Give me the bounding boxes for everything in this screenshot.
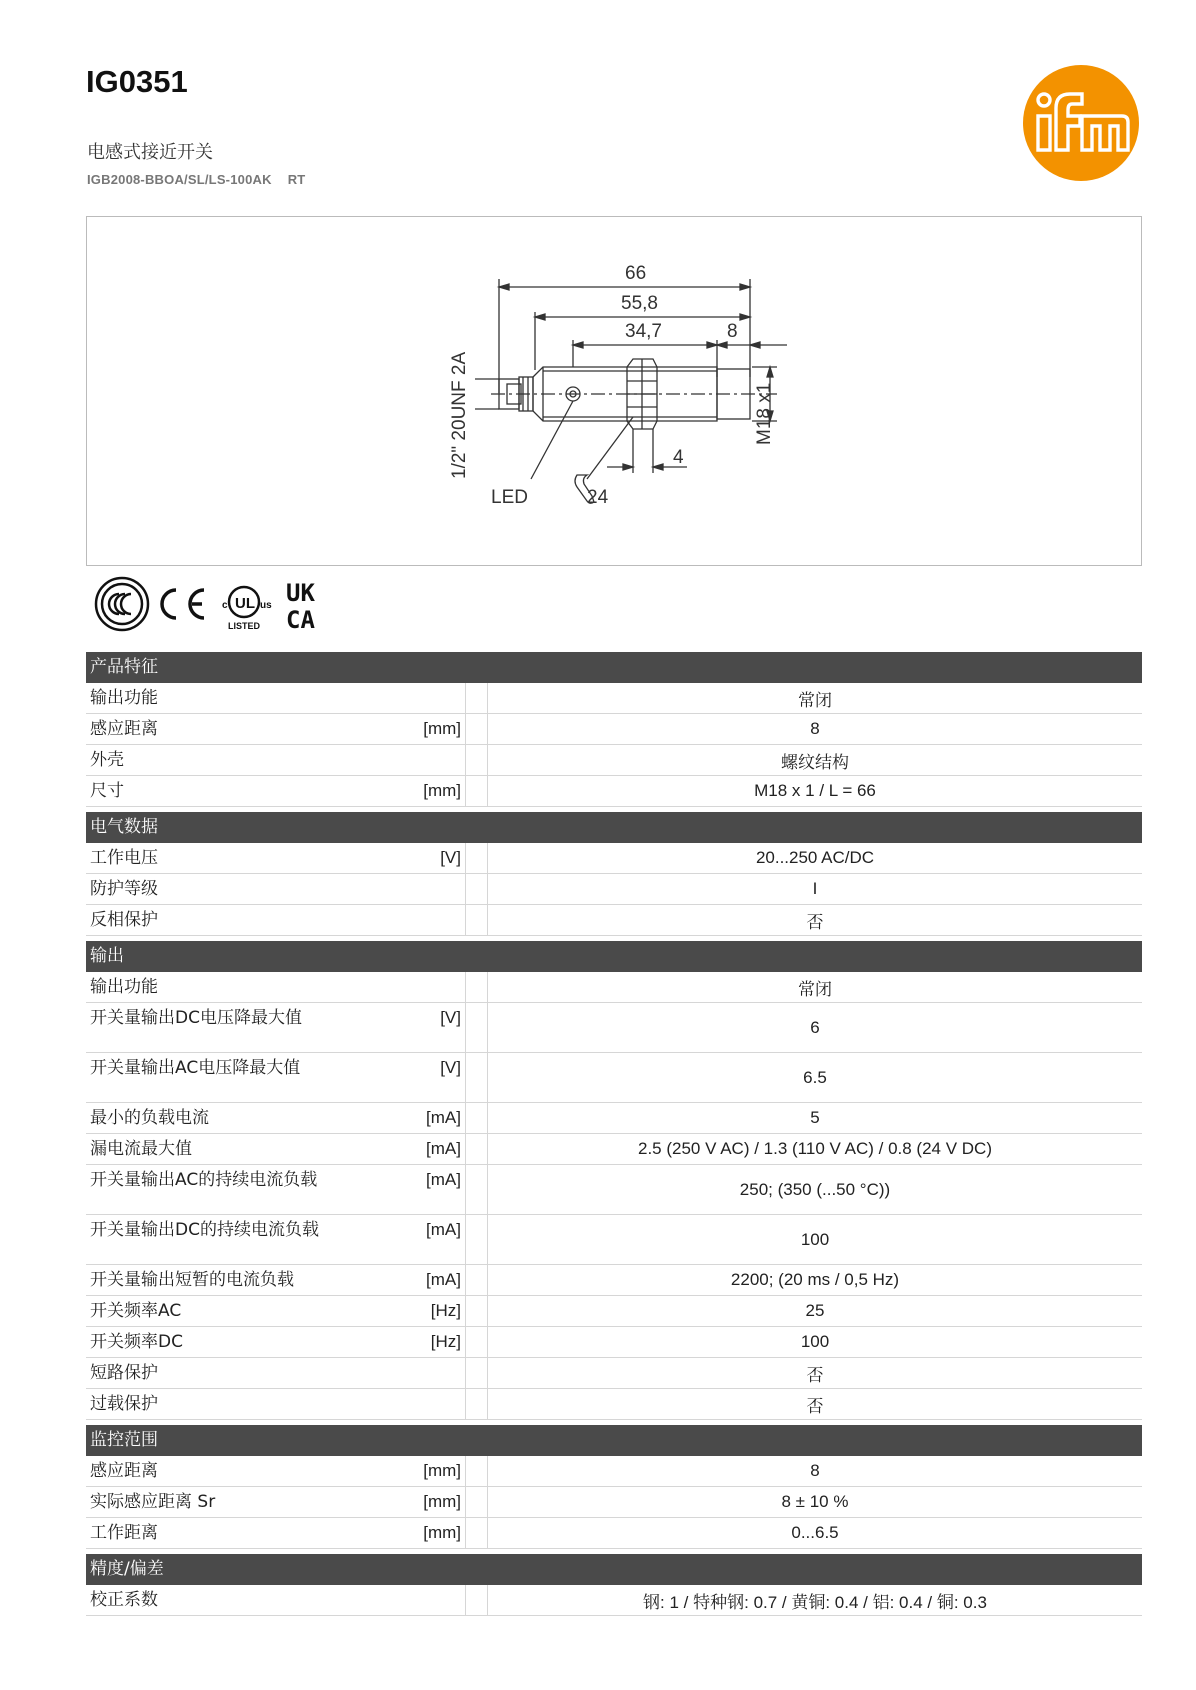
- spec-row: [86, 1456, 1142, 1487]
- ccc-mark: [96, 578, 148, 630]
- section-header: 产品特征: [86, 652, 1142, 683]
- spec-row: [86, 1487, 1142, 1518]
- spec-label: 校正系数: [90, 1590, 158, 1610]
- spec-unit: [mm]: [380, 714, 466, 744]
- spec-value: 否: [487, 1389, 1142, 1419]
- spec-row: [86, 1215, 1142, 1265]
- dim-total: 66: [625, 263, 647, 284]
- spec-label: 开关量输出DC的持续电流负载: [90, 1220, 319, 1240]
- spec-label: 漏电流最大值: [90, 1139, 192, 1159]
- spec-label: 反相保护: [90, 910, 158, 930]
- spec-unit: [380, 905, 466, 935]
- wrench-label: 24: [587, 487, 609, 508]
- spec-label: 开关频率AC: [90, 1301, 182, 1321]
- spec-unit: [mm]: [380, 1518, 466, 1548]
- ukca-ca-text: CA: [286, 606, 315, 634]
- spec-value: 8: [487, 1456, 1142, 1486]
- ul-listed-mark: [222, 587, 272, 631]
- spec-value: 25: [487, 1296, 1142, 1326]
- spec-row: [86, 874, 1142, 905]
- spec-unit: [mm]: [380, 776, 466, 806]
- spec-value: I: [487, 874, 1142, 904]
- spec-row: [86, 1053, 1142, 1103]
- model-suffix: RT: [287, 172, 306, 187]
- spec-value: 0...6.5: [487, 1518, 1142, 1548]
- spec-label: 工作电压: [90, 848, 158, 868]
- spec-label: 感应距离: [90, 1461, 158, 1481]
- spec-value: 100: [487, 1215, 1142, 1264]
- ul-us-text: us: [260, 600, 272, 611]
- product-subtitle: 电感式接近开关: [87, 142, 213, 163]
- spec-row: [86, 1103, 1142, 1134]
- ul-c-text: c: [222, 600, 228, 611]
- dim-thread: 55,8: [621, 293, 658, 314]
- spec-row: [86, 1265, 1142, 1296]
- spec-row: [86, 1585, 1142, 1616]
- spec-value: 250; (350 (...50 °C)): [487, 1165, 1142, 1214]
- spec-label: 工作距离: [90, 1523, 158, 1543]
- spec-unit: [Hz]: [380, 1296, 466, 1326]
- certification-marks: [92, 574, 332, 634]
- spec-unit: [380, 683, 466, 713]
- thread-label: M18 x1: [754, 382, 775, 445]
- spec-unit: [380, 745, 466, 775]
- spec-label: 开关量输出短暂的电流负载: [90, 1270, 294, 1290]
- spec-row: [86, 1358, 1142, 1389]
- spec-row: [86, 1296, 1142, 1327]
- spec-label: 实际感应距离 Sr: [90, 1492, 216, 1512]
- spec-unit: [mA]: [380, 1215, 466, 1264]
- spec-unit: [380, 1585, 466, 1615]
- ul-listed-text: LISTED: [228, 621, 261, 631]
- section-header: 输出: [86, 941, 1142, 972]
- spec-label: 输出功能: [90, 688, 158, 708]
- spec-value: 100: [487, 1327, 1142, 1357]
- spec-row: [86, 745, 1142, 776]
- spec-value: 常闭: [487, 972, 1142, 1002]
- spec-value: 2.5 (250 V AC) / 1.3 (110 V AC) / 0.8 (24 V DC): [487, 1134, 1142, 1164]
- spec-unit: [mA]: [380, 1165, 466, 1214]
- spec-row: [86, 714, 1142, 745]
- spec-unit: [380, 874, 466, 904]
- spec-value: 8: [487, 714, 1142, 744]
- ce-mark: [162, 590, 204, 618]
- dim-nut: 4: [673, 447, 684, 468]
- spec-label: 过载保护: [90, 1394, 158, 1414]
- spec-unit: [380, 1358, 466, 1388]
- spec-label: 开关量输出DC电压降最大值: [90, 1008, 302, 1028]
- spec-unit: [mm]: [380, 1456, 466, 1486]
- led-label: LED: [491, 487, 528, 508]
- spec-value: M18 x 1 / L = 66: [487, 776, 1142, 806]
- spec-value: 5: [487, 1103, 1142, 1133]
- spec-value: 否: [487, 1358, 1142, 1388]
- spec-unit: [mA]: [380, 1265, 466, 1295]
- model-code-text: IGB2008-BBOA/SL/LS-100AK: [87, 172, 272, 187]
- spec-value: 6.5: [487, 1053, 1142, 1102]
- connector-label: 1/2" 20UNF 2A: [449, 351, 470, 479]
- spec-row: [86, 905, 1142, 936]
- ukca-uk-text: UK: [286, 579, 315, 607]
- spec-unit: [V]: [380, 1053, 466, 1102]
- spec-label: 尺寸: [90, 781, 124, 801]
- spec-label: 开关量输出AC的持续电流负载: [90, 1170, 318, 1190]
- ifm-logo: [1022, 64, 1140, 182]
- spec-unit: [380, 972, 466, 1002]
- spec-unit: [V]: [380, 843, 466, 873]
- svg-text:UL: UL: [235, 595, 255, 612]
- spec-unit: [mA]: [380, 1134, 466, 1164]
- spec-label: 开关量输出AC电压降最大值: [90, 1058, 301, 1078]
- product-title: IG0351: [86, 64, 188, 99]
- spec-unit: [mm]: [380, 1487, 466, 1517]
- spec-value: 2200; (20 ms / 0,5 Hz): [487, 1265, 1142, 1295]
- spec-value: 否: [487, 905, 1142, 935]
- spec-unit: [mA]: [380, 1103, 466, 1133]
- dimension-drawing: [86, 216, 1142, 566]
- spec-row: [86, 1518, 1142, 1549]
- sensor-drawing-svg: [87, 217, 1143, 567]
- section-header: 电气数据: [86, 812, 1142, 843]
- spec-label: 短路保护: [90, 1363, 158, 1383]
- spec-unit: [V]: [380, 1003, 466, 1052]
- spec-table: [86, 652, 1142, 1616]
- spec-row: [86, 776, 1142, 807]
- model-code: [87, 172, 305, 187]
- spec-row: [86, 1003, 1142, 1053]
- spec-value: 常闭: [487, 683, 1142, 713]
- spec-row: [86, 683, 1142, 714]
- spec-row: [86, 972, 1142, 1003]
- spec-label: 最小的负载电流: [90, 1108, 209, 1128]
- spec-row: [86, 1165, 1142, 1215]
- section-header: 精度/偏差: [86, 1554, 1142, 1585]
- spec-label: 外壳: [90, 750, 124, 770]
- spec-value: 钢: 1 / 特种钢: 0.7 / 黄铜: 0.4 / 铝: 0.4 / 铜: 0.3: [487, 1585, 1142, 1615]
- spec-label: 开关频率DC: [90, 1332, 183, 1352]
- spec-value: 20...250 AC/DC: [487, 843, 1142, 873]
- spec-row: [86, 1389, 1142, 1420]
- spec-label: 感应距离: [90, 719, 158, 739]
- spec-row: [86, 1134, 1142, 1165]
- spec-row: [86, 843, 1142, 874]
- spec-unit: [380, 1389, 466, 1419]
- spec-value: 螺纹结构: [487, 745, 1142, 775]
- spec-value: 6: [487, 1003, 1142, 1052]
- spec-label: 防护等级: [90, 879, 158, 899]
- spec-unit: [Hz]: [380, 1327, 466, 1357]
- spec-label: 输出功能: [90, 977, 158, 997]
- spec-row: [86, 1327, 1142, 1358]
- ukca-mark: [286, 579, 315, 634]
- spec-value: 8 ± 10 %: [487, 1487, 1142, 1517]
- dim-cap: 8: [727, 321, 738, 342]
- section-header: 监控范围: [86, 1425, 1142, 1456]
- dim-body: 34,7: [625, 321, 662, 342]
